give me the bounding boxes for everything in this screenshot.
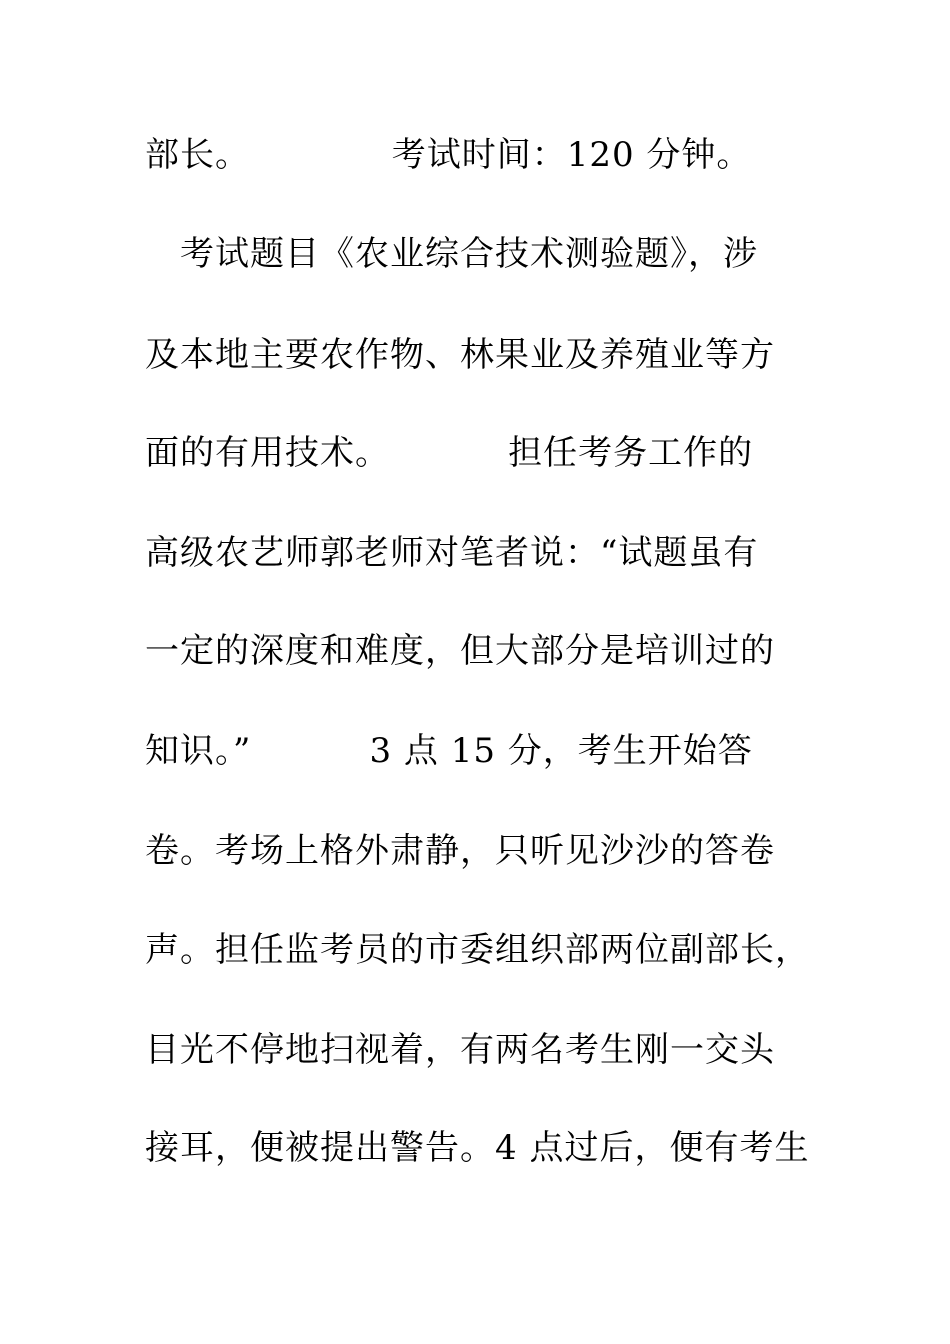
- text-line-8: 卷。考场上格外肃静，只听见沙沙的答卷: [145, 831, 775, 871]
- text-line-11: 接耳，便被提出警告。4 点过后，便有考生: [145, 1128, 810, 1168]
- text-line-5: 高级农艺师郭老师对笔者说：“试题虽有: [145, 533, 759, 573]
- text-line-6: 一定的深度和难度，但大部分是培训过的: [145, 631, 775, 671]
- text-line-7: 知识。” 3 点 15 分，考生开始答: [145, 731, 753, 771]
- text-line-1: 部长。 考试时间：120 分钟。: [145, 135, 752, 175]
- text-line-4: 面的有用技术。 担任考务工作的: [145, 433, 754, 473]
- text-line-9: 声。担任监考员的市委组织部两位副部长，: [145, 930, 810, 970]
- text-line-2: 考试题目《农业综合技术测验题》，涉: [180, 234, 758, 274]
- text-line-3: 及本地主要农作物、林果业及养殖业等方: [145, 335, 775, 375]
- text-line-10: 目光不停地扫视着，有两名考生刚一交头: [145, 1030, 775, 1070]
